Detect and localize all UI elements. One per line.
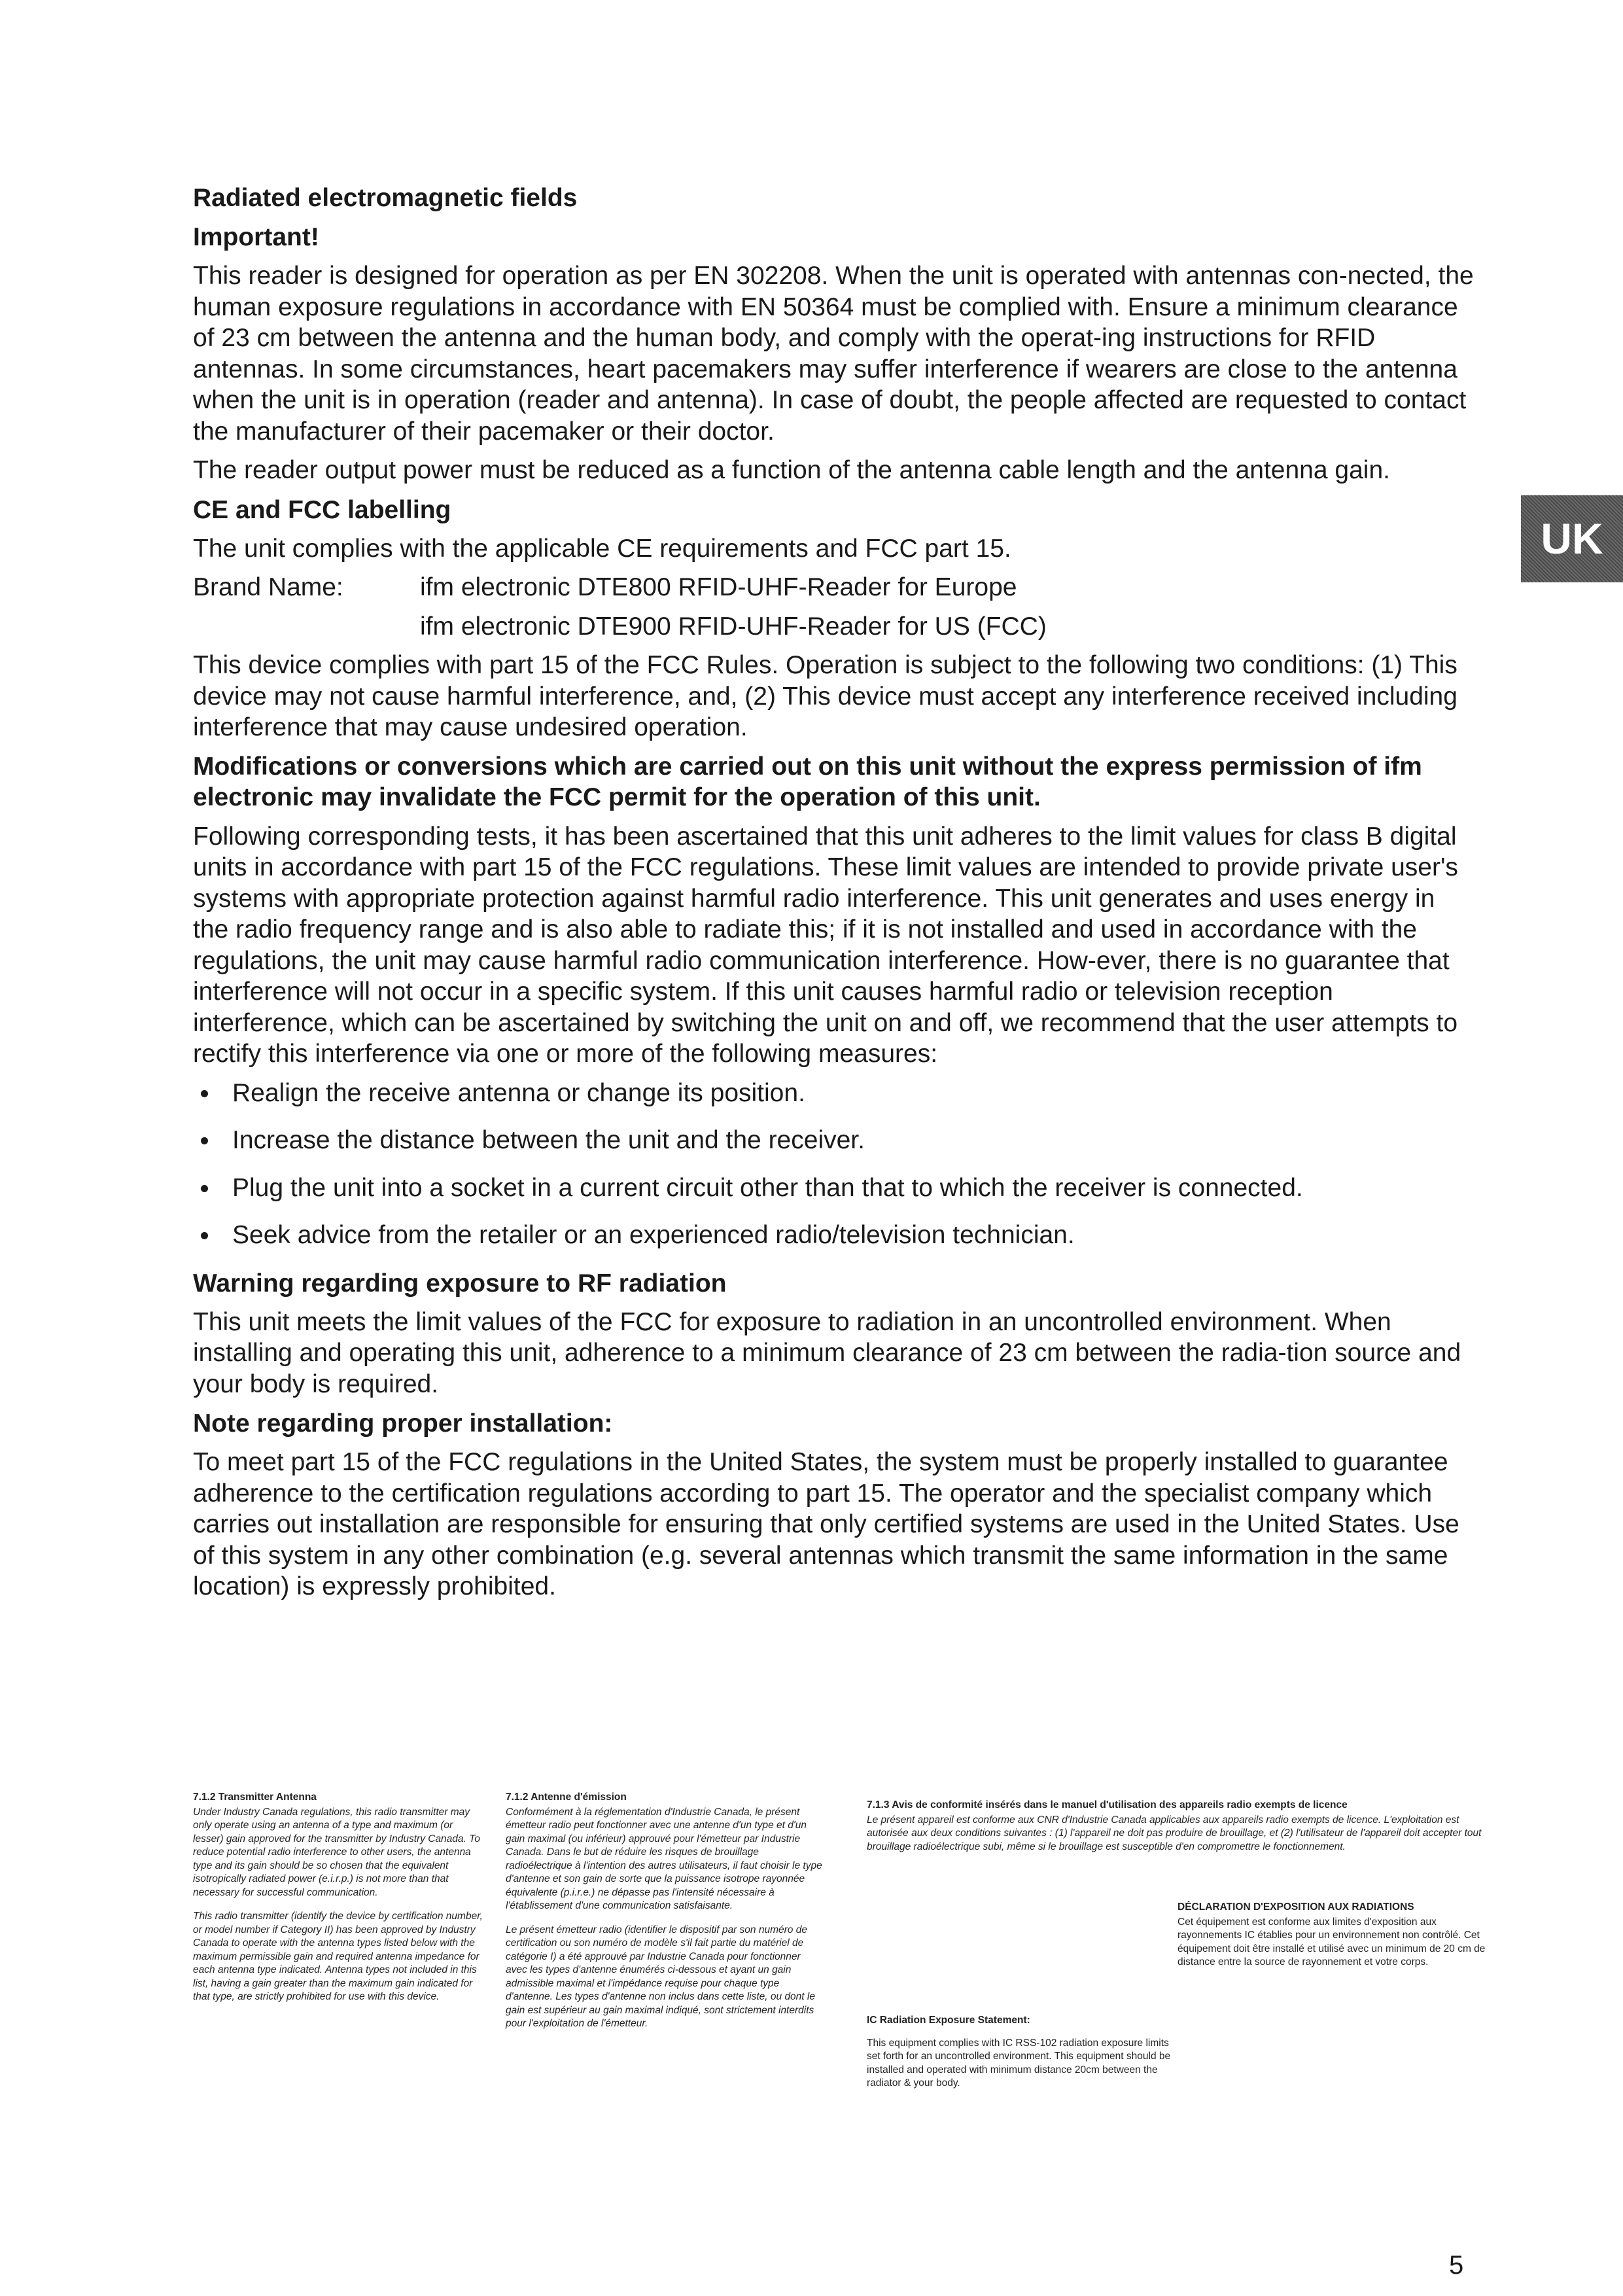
bullet-icon <box>201 1137 208 1144</box>
list-item <box>193 1125 1475 1156</box>
list-item-text: Seek advice from the retailer or an experienced radio/television technician. <box>232 1221 1075 1249</box>
main-content <box>193 182 1475 1610</box>
fine-print-paragraph: Le présent appareil est conforme aux CNR d'Industrie Canada applicables aux appareils radio exempts de licence. L'exploitation est autorisée aux deux conditions suivantes : (1) l'appareil ne doit pas produire de brouillage, et (2) l'utilisateur de l'appareil doit accepter tout brouillage radioélectrique subi, même si le brouillage est susceptible d'en compromettre le fonctionnement. <box>867 1814 1482 1852</box>
fine-print-paragraph: This equipment complies with IC RSS-102 radiation exposure limits set forth for an uncontrolled environment. This equipment should be installed and operated with minimum distance 20cm between the radiator & your body. <box>867 2037 1171 2089</box>
fine-print-title: DÉCLARATION D'EXPOSITION AUX RADIATIONS <box>1178 1901 1414 1913</box>
paragraph-output-power: The reader output power must be reduced as a function of the antenna cable length and the antenna gain. <box>193 456 1390 484</box>
list-item <box>193 1078 1475 1109</box>
fine-print-paragraph: Le présent émetteur radio (identifier le dispositif par son numéro de certification ou son numéro de modèle s'il fait partie du matériel de catégorie I) a été approuvé par Industrie Canada pour fonctionner avec les types d'antenne énumérés ci-dessous et ayant un gain admissible maximal et l'impédance requise pour chaque type d'antenne. Les types d'antenne non inclus dans cette liste, ou dont le gain est supérieur au gain maximal indiqué, sont strictement interdits pour l'exploitation de l'émetteur. <box>506 1924 815 2029</box>
list-item-text: Increase the distance between the unit and the receiver. <box>232 1126 865 1154</box>
paragraph-rf-warning: This unit meets the limit values of the FCC for exposure to radiation in an uncontrolled environment. When installing and operating this unit, adherence to a minimum clearance of 23 cm between the radia-tion source and your body is required. <box>193 1307 1461 1398</box>
list-item-text: Plug the unit into a socket in a current circuit other than that to which the receiver is connected. <box>232 1173 1303 1202</box>
fine-print-paragraph: This radio transmitter (identify the device by certification number, or model number if Category II) has been approved by Industry Canada to operate with the antenna types listed below with the maximum permissible gain and required antenna impedance for each antenna type indicated. Antenna types not included in this list, having a gain greater than the maximum gain indicated for that type, are strictly prohibited for use with this device. <box>193 1911 483 2002</box>
fine-print-title: 7.1.2 Transmitter Antenna <box>193 1792 317 1803</box>
bullet-icon <box>201 1185 208 1192</box>
heading-rf-warning: Warning regarding exposure to RF radiation <box>193 1269 727 1298</box>
fine-print-title: 7.1.2 Antenne d'émission <box>506 1792 627 1803</box>
measures-list <box>193 1078 1475 1251</box>
fine-print-col-french <box>506 1791 823 2041</box>
fine-print-ic-statement <box>867 2014 1178 2101</box>
fine-print-col-avis <box>867 1799 1495 1864</box>
page-number: 5 <box>1449 2251 1464 2280</box>
fine-print-paragraph: Cet équipement est conforme aux limites d'exposition aux rayonnements IC établies pour un environnement non contrôlé. Cet équipement doit être installé et utilisé avec un minimum de 20 cm de distance entre la source de rayonnement et votre corps. <box>1178 1916 1486 1968</box>
bullet-icon <box>201 1232 208 1239</box>
brand-label: Brand Name: <box>193 573 343 601</box>
paragraph-ce-complies: The unit complies with the applicable CE requirements and FCC part 15. <box>193 534 1011 563</box>
fine-print-paragraph: Under Industry Canada regulations, this radio transmitter may only operate using an antenna of a type and maximum (or lesser) gain approved for the transmitter by Industry Canada. To reduce potential radio interference to other users, the antenna type and its gain should be so chosen that the equivalent isotropically radiated power (e.i.r.p.) is not more than that necessary for successful communication. <box>193 1806 480 1898</box>
heading-installation-note: Note regarding proper installation: <box>193 1409 613 1438</box>
brand-us: ifm electronic DTE900 RFID-UHF-Reader for US (FCC) <box>420 612 1047 641</box>
paragraph-modifications-warning: Modifications or conversions which are carried out on this unit without the express permission of ifm electronic may invalidate the FCC permit for the operation of this unit. <box>193 752 1422 811</box>
fine-print-paragraph: Conformément à la réglementation d'Industrie Canada, le présent émetteur radio peut fonctionner avec une antenne d'un type et d'un gain maximal (ou inférieur) approuvé pour l'émetteur par Industrie Canada. Dans le but de réduire les risques de brouillage radioélectrique à l'intention des autres utilisateurs, il faut choisir le type d'antenne et son gain de sorte que la puissance isotrope rayonnée équivalente (p.i.r.e.) ne dépasse pas l'intensité nécessaire à l'établissement d'une communication satisfaisante. <box>506 1806 822 1911</box>
list-item-text: Realign the receive antenna or change its position. <box>232 1078 805 1107</box>
list-item <box>193 1220 1475 1251</box>
fine-print-title: IC Radiation Exposure Statement: <box>867 2015 1030 2026</box>
fine-print-declaration <box>1178 1901 1495 1980</box>
brand-row-europe <box>193 572 1475 603</box>
heading-important: Important! <box>193 223 319 251</box>
heading-radiated-fields: Radiated electromagnetic fields <box>193 184 578 212</box>
fine-print-title: 7.1.3 Avis de conformité insérés dans le manuel d'utilisation des appareils radio exempts de licence <box>867 1799 1348 1810</box>
brand-europe: ifm electronic DTE800 RFID-UHF-Reader for Europe <box>420 573 1017 601</box>
paragraph-fcc-rules: This device complies with part 15 of the FCC Rules. Operation is subject to the following two conditions: (1) This device may not cause harmful interference, and, (2) This device must accept any interference received including interference that may cause undesired operation. <box>193 651 1457 741</box>
paragraph-reader-operation: This reader is designed for operation as per EN 302208. When the unit is operated with antennas con-nected, the human exposure regulations in accordance with EN 50364 must be complied with. Ensure a minimum clearance of 23 cm between the antenna and the human body, and comply with the operat-ing instructions for RFID antennas. In some circumstances, heart pacemakers may suffer interference if wearers are close to the antenna when the unit is in operation (reader and antenna). In case of doubt, the people affected are requested to contact the manufacturer of their pacemaker or their doctor. <box>193 262 1474 446</box>
fine-print-col-english <box>193 1791 484 2015</box>
list-item <box>193 1173 1475 1204</box>
heading-ce-fcc: CE and FCC labelling <box>193 495 451 524</box>
paragraph-installation-note: To meet part 15 of the FCC regulations in the United States, the system must be properly installed to guarantee adherence to the certification regulations according to part 15. The operator and the specialist company which carries out installation are responsible for ensuring that only certified systems are used in the United States. Use of this system in any other combination (e.g. several antennas which transmit the same information in the same location) is expressly prohibited. <box>193 1448 1459 1600</box>
language-tab-uk: UK <box>1521 495 1623 582</box>
paragraph-class-b-tests: Following corresponding tests, it has been ascertained that this unit adheres to the limit values for class B digital units in accordance with part 15 of the FCC regulations. These limit values are intended to provide private user's systems with appropriate protection against harmful radio interference. This unit generates and uses energy in the radio frequency range and is also able to radiate this; if it is not installed and used in accordance with the regulations, the unit may cause harmful radio communication interference. How-ever, there is no guarantee that interference will not occur in a specific system. If this unit causes harmful radio or television reception interference, which can be ascertained by switching the unit on and off, we recommend that the user attempts to rectify this interference via one or more of the following measures: <box>193 822 1458 1068</box>
bullet-icon <box>201 1090 208 1097</box>
